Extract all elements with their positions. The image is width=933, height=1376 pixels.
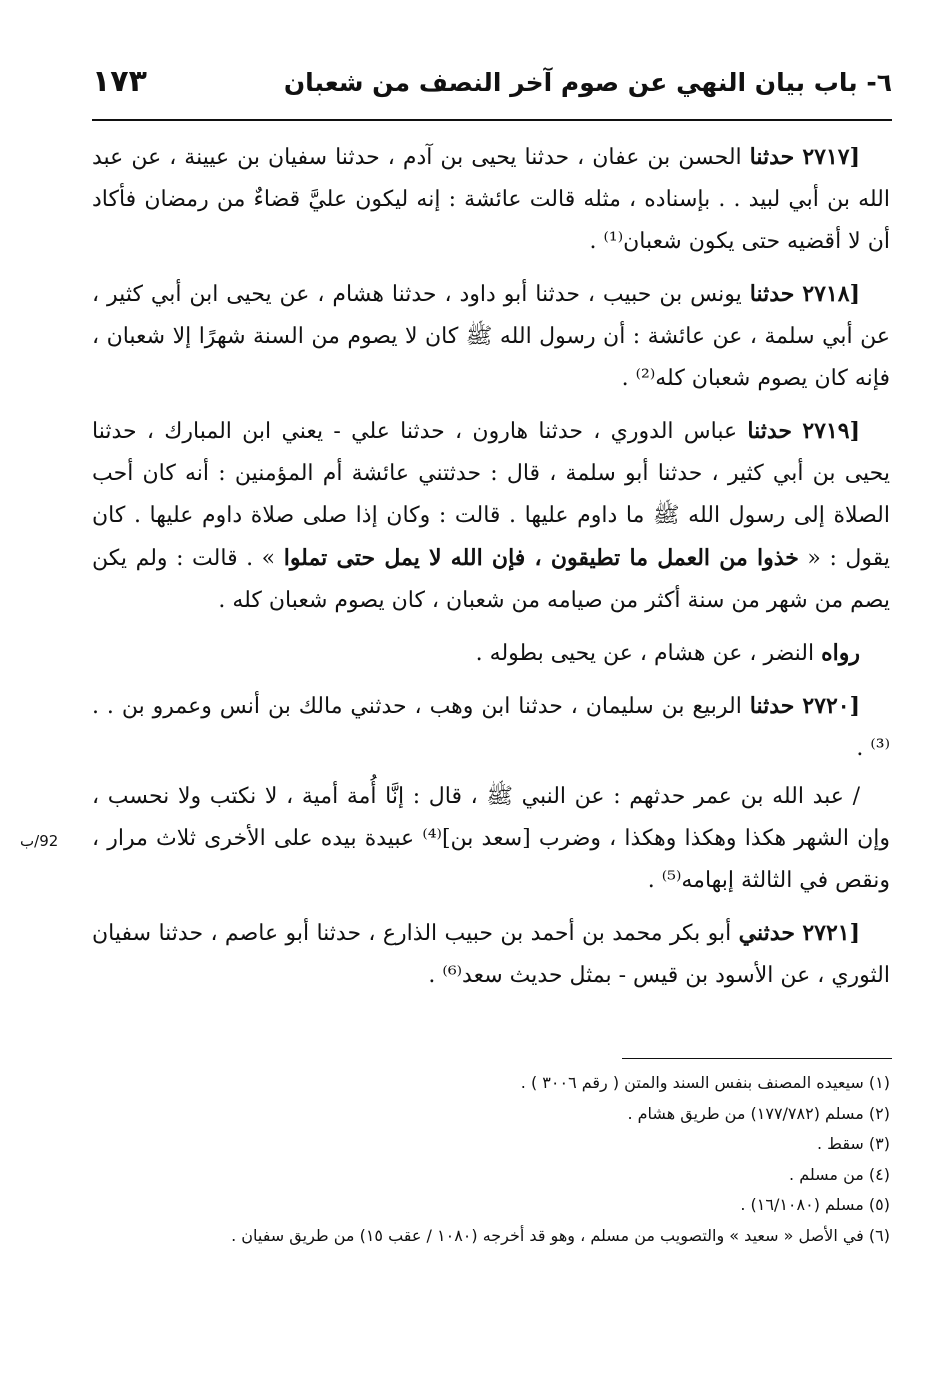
lead-word: حدثنا <box>749 281 795 307</box>
hadith-2719 <box>92 410 890 622</box>
hadith-text-continued: » . قالت : ولم يكن يصم من شهر من سنة أكثر من صيامه من شعبان ، كان يصوم شعبان كله . <box>92 546 890 613</box>
hadith-number: [٢٧١٧ <box>802 144 860 170</box>
chapter-title: ٦- باب بيان النهي عن صوم آخر النصف من شعبان <box>283 68 892 97</box>
hadith-2717 <box>92 136 890 263</box>
page-header <box>92 62 892 108</box>
hadith-text: يونس بن حبيب ، حدثنا أبو داود ، حدثنا هشام ، عن يحيى ابن أبي كثير ، عن أبي سلمة ، عن عائشة : أن رسول الله ﷺ كان لا يصوم من السنة شهرًا إلا شعبان ، فإنه كان يصوم شعبان كله⁽²⁾ . <box>92 282 890 391</box>
hadith-text: عباس الدوري ، حدثنا هارون ، حدثنا علي - يعني ابن المبارك ، حدثنا يحيى بن أبي كثير ، حدثنا أبو سلمة ، قال : حدثتني عائشة أم المؤمنين : أنه كان أحب الصلاة إلى رسول الله ﷺ ما داوم عليها . قالت : وكان إذا صلى صلاة داوم عليها . كان يقول : « <box>92 419 891 571</box>
hadith-text: أبو بكر محمد بن أحمد بن حبيب الذارع ، حدثنا أبو عاصم ، حدثنا سفيان الثوري ، عن الأسود بن قيس - بمثل حديث سعد⁽⁶⁾ . <box>92 921 890 988</box>
footnote-rule <box>622 1058 892 1059</box>
hadith-text: / عبد الله بن عمر حدثهم : عن النبي ﷺ ، قال : إنَّا أُمة أمية ، لا نكتب ولا نحسب ، وإن الشهر هكذا وهكذا وهكذا ، وضرب [سعد بن]⁽⁴⁾ عبيدة بيده على الأخرى ثلاث مرار ، ونقص في الثالثة إبهامه⁽⁵⁾ . <box>92 784 890 893</box>
lead-word: حدثنا <box>749 144 795 170</box>
main-text <box>92 136 890 1007</box>
hadith-text: الحسن بن عفان ، حدثنا يحيى بن آدم ، حدثنا سفيان بن عيينة ، عن عبد الله بن أبي لبيد . . بإسناده ، مثله قالت عائشة : إنه ليكون عليَّ قضاءٌ من رمضان فأكاد أن لا أقضيه حتى يكون شعبان⁽¹⁾ . <box>92 145 890 254</box>
hadith-number: [٢٧٢٠ <box>802 693 860 719</box>
hadith-number: [٢٧٢١ <box>802 920 860 946</box>
footnote: (١) سيعيده المصنف بنفس السند والمتن ( رقم ٣٠٠٦ ) . <box>520 1073 890 1092</box>
lead-word: حدثنا <box>749 693 795 719</box>
lead-word: حدثني <box>738 920 795 946</box>
narration-text: النضر ، عن هشام ، عن يحيى بطوله . <box>475 641 822 666</box>
header-rule <box>92 119 892 121</box>
hadith-2718 <box>92 273 890 400</box>
footnote: (٦) في الأصل « سعيد » والتصويب من مسلم ، وهو قد أخرجه (١٠٨٠ / عقب ١٥) من طريق سفيان . <box>231 1225 890 1245</box>
page-number: ١٧٣ <box>92 64 147 99</box>
hadith-number: [٢٧١٨ <box>802 281 861 307</box>
footnote: (٢) مسلم (١٧٧/٧٨٢) من طريق هشام . <box>627 1103 890 1123</box>
hadith-number: [٢٧١٩ <box>802 418 860 444</box>
footnote: (٤) من مسلم . <box>789 1164 890 1184</box>
footnotes <box>92 1068 890 1251</box>
footnote: (٥) مسلم (١٦/١٠٨٠) . <box>740 1195 890 1214</box>
footnote: (٣) سقط . <box>816 1134 890 1153</box>
lead-word: حدثنا <box>747 418 793 444</box>
folio-marker: 92/ب <box>20 832 59 850</box>
hadith-text: الربيع بن سليمان ، حدثنا ابن وهب ، حدثني مالك بن أنس وعمرو بن . . ⁽³⁾ . <box>92 694 890 761</box>
hadith-2720-continued <box>92 776 890 902</box>
narration-note <box>92 632 890 675</box>
prophetic-saying: خذوا من العمل ما تطيقون ، فإن الله لا يمل حتى تملوا <box>283 545 799 571</box>
lead-word: رواه <box>821 640 860 666</box>
hadith-2720 <box>92 685 890 770</box>
hadith-2721 <box>92 912 890 997</box>
